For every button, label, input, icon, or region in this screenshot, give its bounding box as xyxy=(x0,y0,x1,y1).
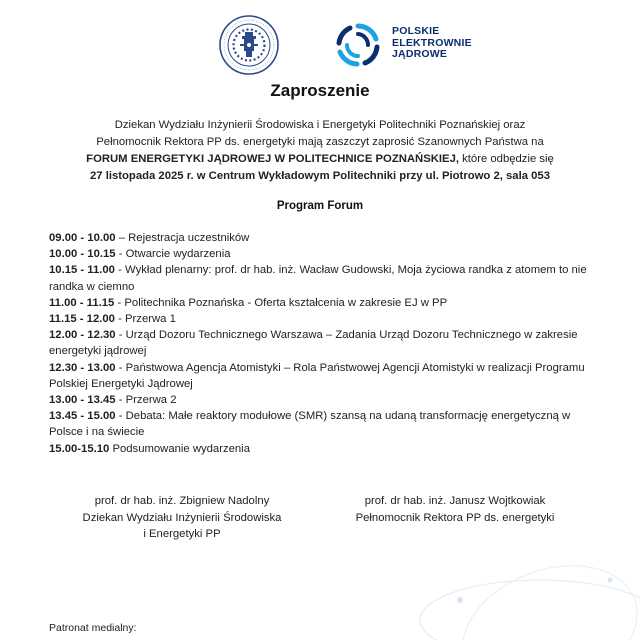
signature-role: i Energetyki PP xyxy=(143,528,221,540)
agenda-text: - Państwowa Agencja Atomistyki – Rola Państwowej Agencji Atomistyki w realizacji Programu Polskiej Energetyki Jądrowej xyxy=(49,361,585,390)
agenda-item xyxy=(49,327,589,359)
agenda-item xyxy=(49,441,589,457)
pej-atom-icon xyxy=(333,20,383,70)
agenda-text: - Przerwa 1 xyxy=(114,313,176,326)
agenda-time: 12.00 - 12.30 xyxy=(49,329,116,342)
agenda-text: Podsumowanie wydarzenia xyxy=(109,442,250,455)
agenda-text: - Przerwa 2 xyxy=(115,394,177,407)
intro-paragraph xyxy=(0,117,640,185)
intro-line-2: Pełnomocnik Rektora PP ds. energetyki mają zaszczyt zaprosić Szanownych Państwa na xyxy=(96,136,544,148)
agenda-item xyxy=(49,360,589,392)
agenda-time: 15.00-15.10 xyxy=(49,442,110,455)
agenda-time: 12.30 - 13.00 xyxy=(49,361,116,374)
signature-role: Dziekan Wydziału Inżynierii Środowiska xyxy=(82,511,282,524)
pej-line-1: POLSKIE xyxy=(392,25,440,37)
agenda-time: 09.00 - 10.00 xyxy=(49,232,116,244)
agenda-list xyxy=(49,230,589,457)
pej-line-3: JĄDROWE xyxy=(392,48,448,60)
event-date-location: 27 listopada 2025 r. w Centrum Wykładowym Politechniki przy ul. Piotrowo 2, sala 053 xyxy=(90,170,550,182)
agenda-time: 13.45 - 15.00 xyxy=(49,410,116,423)
media-patronage-label: Patronat medialny: xyxy=(49,622,137,634)
signature-rector-representative xyxy=(330,493,580,526)
agenda-item xyxy=(49,311,589,327)
agenda-text: - Wykład plenarny: prof. dr hab. inż. Wacław Gudowski, Moja życiowa randka z atomem to nie randka w ciemno xyxy=(49,264,587,293)
signature-name: prof. dr hab. inż. Zbigniew Nadolny xyxy=(94,495,270,507)
agenda-text: - Urząd Dozoru Technicznego Warszawa – Zadania Urząd Dozoru Technicznego w zakresie energetyki jądrowej xyxy=(49,329,578,358)
header-logos xyxy=(0,14,640,84)
agenda-time: 10.00 - 10.15 xyxy=(49,248,116,261)
program-heading: Program Forum xyxy=(276,200,364,212)
signature-name: prof. dr hab. inż. Janusz Wojtkowiak xyxy=(364,495,546,507)
agenda-text: - Debata: Małe reaktory modułowe (SMR) szansą na udaną transformację energetyczną w Polsce i na świecie xyxy=(49,410,571,439)
agenda-time: 11.00 - 11.15 xyxy=(49,296,115,309)
page-title: Zaproszenie xyxy=(270,81,370,100)
intro-line-1: Dziekan Wydziału Inżynierii Środowiska i Energetyki Politechniki Poznańskiej oraz xyxy=(114,119,526,131)
pej-wordmark xyxy=(392,26,472,61)
agenda-item xyxy=(49,246,589,262)
agenda-text: - Politechnika Poznańska - Oferta kształcenia w zakresie EJ w PP xyxy=(114,296,448,309)
agenda-item xyxy=(49,262,589,294)
agenda-item xyxy=(49,295,589,311)
agenda-time: 10.15 - 11.00 xyxy=(49,264,115,277)
intro-line-3 xyxy=(0,151,640,168)
atom-orbit-decoration xyxy=(400,540,640,640)
agenda-text: - Otwarcie wydarzenia xyxy=(115,248,231,261)
signature-role: Pełnomocnik Rektora PP ds. energetyki xyxy=(355,511,555,524)
agenda-time: 11.15 - 12.00 xyxy=(49,313,115,326)
signature-dean xyxy=(62,493,302,543)
intro-line-3-rest: które odbędzie się xyxy=(459,153,554,165)
agenda-time: 13.00 - 13.45 xyxy=(49,394,116,407)
agenda-text: – Rejestracja uczestników xyxy=(115,232,250,244)
pej-line-2: ELEKTROWNIE xyxy=(392,36,472,49)
agenda-item xyxy=(49,230,589,246)
forum-name: FORUM ENERGETYKI JĄDROWEJ W POLITECHNICE POZNAŃSKIEJ, xyxy=(86,153,459,165)
agenda-item xyxy=(49,408,589,440)
politechnika-poznanska-seal-logo xyxy=(218,14,280,76)
agenda-item xyxy=(49,392,589,408)
